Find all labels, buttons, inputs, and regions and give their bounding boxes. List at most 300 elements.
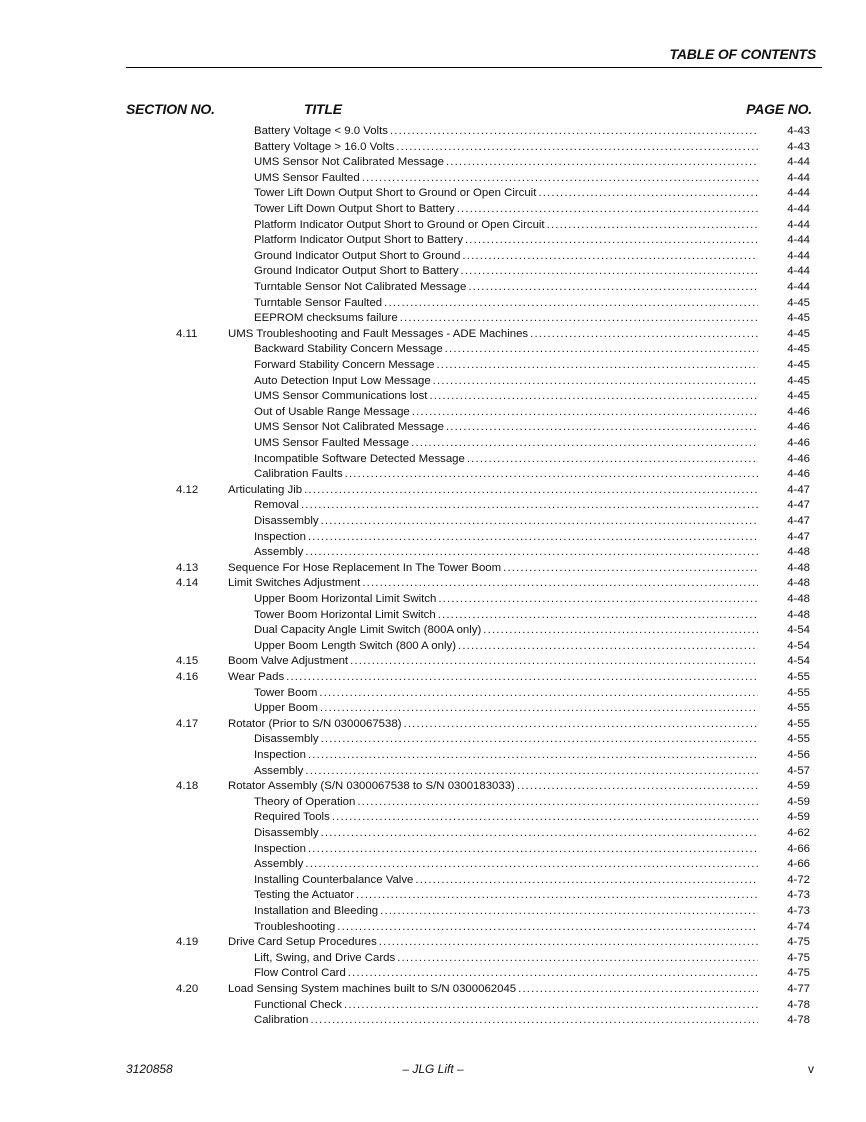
entry-title: Sequence For Hose Replacement In The Tower Boom [228,561,503,577]
toc-entry[interactable] [0,764,866,780]
entry-page-number: 4-44 [787,218,810,231]
dot-leader [348,966,758,982]
entry-leader [254,171,758,187]
entry-leader [228,779,758,795]
entry-leader [228,576,758,592]
toc-entry[interactable] [0,701,866,717]
entry-page-number: 4-48 [787,608,810,621]
entry-page-number: 4-44 [787,265,810,278]
toc-entry[interactable] [0,779,866,795]
toc-entry[interactable] [0,280,866,296]
entry-title: Assembly [254,857,305,873]
dot-leader [538,186,758,202]
entry-page-number: 4-78 [787,998,810,1011]
toc-entry[interactable] [0,530,866,546]
entry-leader [254,420,758,436]
dot-leader [305,764,758,780]
entry-title: Upper Boom Horizontal Limit Switch [254,592,438,608]
entry-leader [254,514,758,530]
entry-page-number: 4-59 [787,811,810,824]
entry-leader [254,826,758,842]
entry-leader [228,654,758,670]
dot-leader [429,389,758,405]
entry-leader [254,202,758,218]
entry-page-number: 4-47 [787,499,810,512]
entry-page-number: 4-54 [787,624,810,637]
toc-entry[interactable] [0,483,866,499]
dot-leader [411,436,758,452]
entry-title: Incompatible Software Detected Message [254,452,467,468]
toc-entry[interactable] [0,452,866,468]
entry-page-number: 4-56 [787,749,810,761]
toc-entry[interactable] [0,249,866,265]
section-number: 4.17 [176,717,199,730]
entry-page-number: 4-46 [787,437,810,449]
dot-leader [467,452,758,468]
entry-title: Disassembly [254,514,321,530]
page-header-title: TABLE OF CONTENTS [669,46,816,62]
entry-page-number: 4-75 [787,936,810,949]
dot-leader [345,467,758,483]
toc-entry[interactable] [0,186,866,202]
dot-leader [384,296,758,312]
entry-page-number: 4-47 [787,515,810,527]
entry-leader [254,296,758,312]
toc-entry[interactable] [0,342,866,358]
header-rule [126,67,822,68]
toc-entry[interactable] [0,654,866,670]
dot-leader [433,374,758,390]
entry-page-number: 4-66 [787,858,810,871]
entry-title: Inspection [254,748,308,764]
dot-leader [462,249,758,265]
entry-page-number: 4-54 [787,639,810,652]
toc-entry[interactable] [0,561,866,577]
entry-title: Inspection [254,842,308,858]
dot-leader [412,405,758,421]
dot-leader [319,686,758,702]
entry-page-number: 4-66 [787,842,810,855]
toc-entry[interactable] [0,966,866,982]
entry-page-number: 4-78 [787,1014,810,1027]
entry-leader [254,218,758,234]
entry-leader [254,592,758,608]
dot-leader [305,857,758,873]
footer-publisher: – JLG Lift – [402,1062,464,1076]
entry-page-number: 4-45 [787,343,810,356]
entry-page-number: 4-45 [787,359,810,371]
dot-leader [517,779,758,795]
dot-leader [337,920,758,936]
entry-title: Installation and Bleeding [254,904,380,920]
toc-entry[interactable] [0,202,866,218]
entry-page-number: 4-72 [787,873,810,886]
entry-title: Tower Lift Down Output Short to Battery [254,202,457,218]
entry-leader [228,670,758,686]
footer-page-number: v [808,1062,814,1076]
entry-leader [254,748,758,764]
entry-page-number: 4-45 [787,312,810,325]
entry-leader [254,530,758,546]
entry-leader [254,264,758,280]
dot-leader [362,576,758,592]
dot-leader [321,514,758,530]
toc-entry[interactable] [0,842,866,858]
entry-leader [254,966,758,982]
entry-page-number: 4-46 [787,405,810,418]
section-number: 4.20 [176,983,199,995]
entry-page-number: 4-46 [787,421,810,434]
entry-leader [254,623,758,639]
entry-leader [254,389,758,405]
toc-entry[interactable] [0,623,866,639]
toc-entry[interactable] [0,311,866,327]
entry-page-number: 4-44 [787,171,810,184]
entry-title: Load Sensing System machines built to S/N 0300062045 [228,982,518,998]
entry-page-number: 4-47 [787,530,810,543]
entry-title: Assembly [254,545,305,561]
entry-leader [254,467,758,483]
entry-page-number: 4-44 [787,187,810,200]
entry-title: Tower Lift Down Output Short to Ground or Open Circuit [254,186,538,202]
entry-leader [254,280,758,296]
entry-title: Forward Stability Concern Message [254,358,436,374]
entry-page-number: 4-44 [787,156,810,169]
entry-title: Assembly [254,764,305,780]
entry-title: Disassembly [254,732,321,748]
entry-leader [254,155,758,171]
section-number: 4.15 [176,655,199,668]
toc-entry[interactable] [0,576,866,592]
toc-entry[interactable] [0,514,866,530]
entry-title: UMS Sensor Faulted Message [254,436,411,452]
entry-title: Theory of Operation [254,795,357,811]
entry-page-number: 4-44 [787,249,810,262]
toc-entry[interactable] [0,498,866,514]
dot-leader [483,623,758,639]
dot-leader [304,483,758,499]
toc-entry[interactable] [0,218,866,234]
toc-entry[interactable] [0,810,866,826]
entry-leader [254,1013,758,1029]
section-number: 4.16 [176,671,199,683]
toc-entry[interactable] [0,171,866,187]
entry-leader [254,545,758,561]
entry-title: Battery Voltage < 9.0 Volts [254,124,390,140]
entry-page-number: 4-44 [787,203,810,215]
entry-title: Calibration [254,1013,310,1029]
dot-leader [458,639,758,655]
entry-leader [254,233,758,249]
entry-leader [254,124,758,140]
entry-leader [254,436,758,452]
section-number: 4.12 [176,483,199,496]
dot-leader [415,873,758,889]
dot-leader [503,561,758,577]
dot-leader [461,264,758,280]
entry-title: UMS Sensor Not Calibrated Message [254,420,446,436]
entry-leader [228,935,758,951]
dot-leader [308,748,758,764]
entry-leader [254,639,758,655]
entry-title: UMS Sensor Not Calibrated Message [254,155,446,171]
toc-entry[interactable] [0,935,866,951]
entry-title: Upper Boom [254,701,320,717]
entry-title: UMS Sensor Communications lost [254,389,429,405]
entry-title: Backward Stability Concern Message [254,342,445,358]
toc-entry[interactable] [0,951,866,967]
entry-page-number: 4-48 [787,546,810,559]
entry-page-number: 4-59 [787,780,810,793]
entry-leader [254,904,758,920]
entry-leader [254,452,758,468]
toc-entry[interactable] [0,998,866,1014]
toc-entry[interactable] [0,1013,866,1029]
toc-entry[interactable] [0,795,866,811]
dot-leader [438,592,758,608]
dot-leader [357,795,758,811]
entry-title: Battery Voltage > 16.0 Volts [254,140,396,156]
footer-document-number: 3120858 [126,1062,173,1076]
dot-leader [305,545,758,561]
entry-title: Functional Check [254,998,344,1014]
toc-entry[interactable] [0,920,866,936]
toc-entry[interactable] [0,888,866,904]
entry-leader [254,608,758,624]
entry-leader [254,857,758,873]
entry-leader [254,842,758,858]
entry-page-number: 4-59 [787,795,810,808]
dot-leader [547,218,758,234]
entry-page-number: 4-46 [787,452,810,465]
entry-leader [254,732,758,748]
dot-leader [518,982,758,998]
toc-entry[interactable] [0,670,866,686]
entry-title: Limit Switches Adjustment [228,576,362,592]
entry-leader [254,888,758,904]
dot-leader [308,530,758,546]
entry-title: Lift, Swing, and Drive Cards [254,951,397,967]
dot-leader [445,342,758,358]
entry-title: Turntable Sensor Faulted [254,296,384,312]
section-number: 4.11 [176,327,198,340]
entry-title: Required Tools [254,810,332,826]
entry-leader [254,810,758,826]
entry-leader [228,327,758,343]
entry-title: UMS Sensor Faulted [254,171,362,187]
entry-title: UMS Troubleshooting and Fault Messages - ADE Machines [228,327,530,343]
section-number: 4.18 [176,780,199,793]
entry-leader [254,873,758,889]
toc-entry[interactable] [0,545,866,561]
entry-page-number: 4-74 [787,920,810,933]
toc-entry[interactable] [0,374,866,390]
toc-entry[interactable] [0,467,866,483]
toc-entry[interactable] [0,358,866,374]
dot-leader [436,358,758,374]
entry-page-number: 4-54 [787,655,810,668]
entry-page-number: 4-62 [787,827,810,839]
dot-leader [321,826,758,842]
section-number: 4.13 [176,561,199,574]
entry-page-number: 4-47 [787,483,810,496]
section-column-heading: SECTION NO. [126,101,215,117]
entry-title: Testing the Actuator [254,888,356,904]
entry-title: Ground Indicator Output Short to Ground [254,249,462,265]
toc-entry[interactable] [0,140,866,156]
entry-page-number: 4-77 [787,983,810,995]
dot-leader [310,1013,758,1029]
entry-title: Wear Pads [228,670,286,686]
page-column-heading: PAGE NO. [746,101,812,117]
dot-leader [397,951,758,967]
entry-title: Upper Boom Length Switch (800 A only) [254,639,458,655]
entry-leader [254,342,758,358]
dot-leader [404,717,759,733]
toc-entry[interactable] [0,264,866,280]
dot-leader [446,420,758,436]
toc-entry[interactable] [0,982,866,998]
entry-leader [254,686,758,702]
entry-leader [228,561,758,577]
entry-title: Platform Indicator Output Short to Ground or Open Circuit [254,218,547,234]
entry-page-number: 4-57 [787,764,810,777]
toc-entry[interactable] [0,592,866,608]
dot-leader [362,171,758,187]
toc-entry[interactable] [0,155,866,171]
entry-page-number: 4-73 [787,889,810,902]
entry-title: Dual Capacity Angle Limit Switch (800A only) [254,623,483,639]
section-number: 4.14 [176,577,199,590]
entry-page-number: 4-45 [787,296,810,309]
entry-page-number: 4-45 [787,374,810,387]
entry-page-number: 4-55 [787,702,810,715]
entry-title: Disassembly [254,826,321,842]
entry-page-number: 4-55 [787,717,810,730]
entry-title: Auto Detection Input Low Message [254,374,433,390]
dot-leader [400,311,758,327]
entry-page-number: 4-48 [787,577,810,590]
dot-leader [356,888,758,904]
dot-leader [465,233,758,249]
toc-entry[interactable] [0,826,866,842]
entry-page-number: 4-55 [787,686,810,699]
entry-page-number: 4-43 [787,140,810,153]
dot-leader [286,670,758,686]
entry-title: Out of Usable Range Message [254,405,412,421]
entry-title: Rotator Assembly (S/N 0300067538 to S/N 0300183033) [228,779,517,795]
dot-leader [438,608,758,624]
entry-page-number: 4-45 [787,327,810,340]
entry-leader [254,701,758,717]
entry-title: Removal [254,498,301,514]
entry-title: Boom Valve Adjustment [228,654,350,670]
entry-title: Ground Indicator Output Short to Battery [254,264,461,280]
entry-title: EEPROM checksums failure [254,311,400,327]
entry-title: Tower Boom [254,686,319,702]
entry-page-number: 4-45 [787,390,810,403]
dot-leader [332,810,758,826]
entry-page-number: 4-75 [787,967,810,980]
toc-entry[interactable] [0,327,866,343]
entry-page-number: 4-46 [787,468,810,481]
entry-leader [254,498,758,514]
entry-title: Calibration Faults [254,467,345,483]
toc-entry[interactable] [0,686,866,702]
dot-leader [446,155,758,171]
toc-entry[interactable] [0,904,866,920]
entry-leader [254,795,758,811]
entry-title: Troubleshooting [254,920,337,936]
toc-entry[interactable] [0,124,866,140]
entry-leader [254,920,758,936]
entry-page-number: 4-55 [787,733,810,746]
entry-title: Platform Indicator Output Short to Battery [254,233,465,249]
entry-title: Rotator (Prior to S/N 0300067538) [228,717,404,733]
entry-leader [254,358,758,374]
toc-entry[interactable] [0,732,866,748]
entry-page-number: 4-44 [787,281,810,293]
entry-leader [254,140,758,156]
dot-leader [396,140,758,156]
entry-leader [254,186,758,202]
entry-title: Turntable Sensor Not Calibrated Message [254,280,468,296]
dot-leader [321,732,758,748]
toc-entry[interactable] [0,233,866,249]
dot-leader [320,701,758,717]
dot-leader [344,998,758,1014]
toc-entry[interactable] [0,717,866,733]
title-column-heading: TITLE [304,101,342,117]
entry-page-number: 4-43 [787,125,810,137]
entry-leader [228,717,758,733]
toc-entry[interactable] [0,405,866,421]
entry-leader [254,764,758,780]
toc-entry[interactable] [0,857,866,873]
entry-page-number: 4-44 [787,234,810,247]
dot-leader [308,842,758,858]
toc-entry[interactable] [0,639,866,655]
dot-leader [379,935,758,951]
entry-page-number: 4-55 [787,671,810,683]
entry-leader [254,374,758,390]
entry-title: Inspection [254,530,308,546]
entry-leader [254,311,758,327]
toc-entry[interactable] [0,420,866,436]
dot-leader [468,280,758,296]
entry-leader [254,405,758,421]
toc-entry[interactable] [0,389,866,405]
entry-title: Flow Control Card [254,966,348,982]
dot-leader [457,202,758,218]
entry-leader [254,249,758,265]
entry-leader [254,998,758,1014]
toc-entry[interactable] [0,296,866,312]
dot-leader [350,654,758,670]
entry-leader [228,483,758,499]
toc-entry[interactable] [0,436,866,452]
entry-title: Installing Counterbalance Valve [254,873,415,889]
section-number: 4.19 [176,936,199,949]
toc-entry[interactable] [0,873,866,889]
dot-leader [530,327,758,343]
entry-page-number: 4-75 [787,951,810,964]
toc-entry[interactable] [0,748,866,764]
toc-entry[interactable] [0,608,866,624]
dot-leader [301,498,758,514]
dot-leader [390,124,758,140]
entry-page-number: 4-48 [787,561,810,574]
